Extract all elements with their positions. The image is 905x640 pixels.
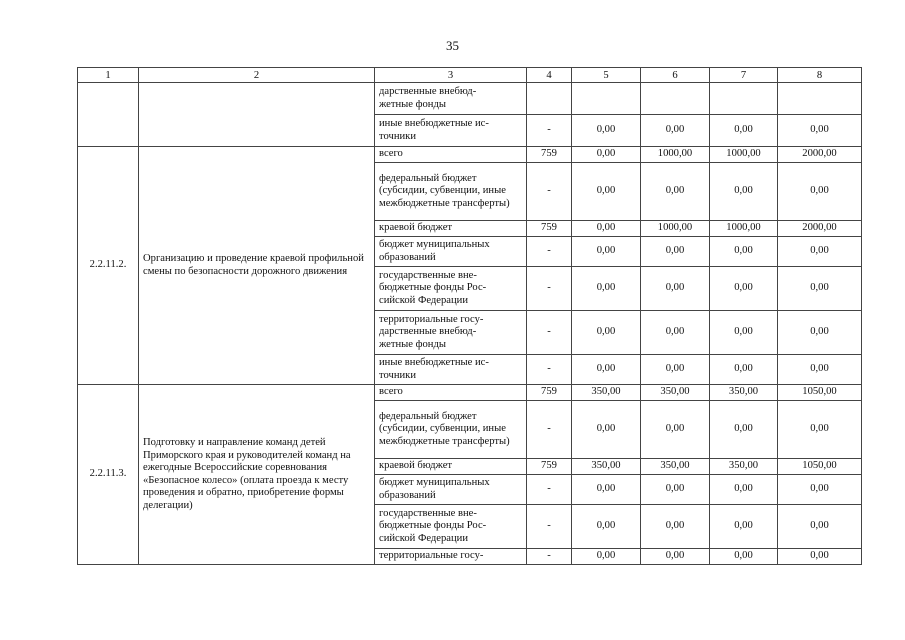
amount-cell: 0,00 bbox=[778, 237, 862, 267]
source-cell: всего bbox=[375, 147, 527, 163]
amount-cell: 1000,00 bbox=[641, 221, 710, 237]
amount-cell bbox=[572, 83, 641, 115]
amount-cell: 0,00 bbox=[641, 115, 710, 147]
column-header: 6 bbox=[641, 68, 710, 83]
amount-cell: 0,00 bbox=[778, 355, 862, 385]
amount-cell: 0,00 bbox=[572, 401, 641, 459]
amount-cell bbox=[710, 83, 778, 115]
source-cell: краевой бюджет bbox=[375, 459, 527, 475]
column-header: 3 bbox=[375, 68, 527, 83]
budget-table bbox=[77, 67, 862, 565]
source-cell: дарственные внебюд- жетные фонды bbox=[375, 83, 527, 115]
amount-cell: 1000,00 bbox=[710, 147, 778, 163]
amount-cell: 0,00 bbox=[641, 163, 710, 221]
amount-cell: 0,00 bbox=[778, 401, 862, 459]
subdivision-cell: 759 bbox=[527, 459, 572, 475]
amount-cell: 0,00 bbox=[641, 549, 710, 565]
subdivision-cell: 759 bbox=[527, 385, 572, 401]
column-header: 5 bbox=[572, 68, 641, 83]
amount-cell: 0,00 bbox=[641, 355, 710, 385]
source-cell: территориальные госу- дарственные внебюд- жетные фонды bbox=[375, 311, 527, 355]
source-cell: государственные вне- бюджетные фонды Рос- сийской Федерации bbox=[375, 267, 527, 311]
amount-cell: 0,00 bbox=[778, 163, 862, 221]
amount-cell: 0,00 bbox=[710, 311, 778, 355]
amount-cell: 1000,00 bbox=[641, 147, 710, 163]
amount-cell: 0,00 bbox=[778, 267, 862, 311]
subdivision-cell: - bbox=[527, 115, 572, 147]
amount-cell: 0,00 bbox=[641, 237, 710, 267]
amount-cell: 0,00 bbox=[641, 475, 710, 505]
source-cell: иные внебюджетные ис- точники bbox=[375, 355, 527, 385]
table-row bbox=[78, 83, 862, 115]
amount-cell: 350,00 bbox=[572, 459, 641, 475]
subdivision-cell: - bbox=[527, 475, 572, 505]
amount-cell: 0,00 bbox=[641, 505, 710, 549]
header-row bbox=[78, 68, 862, 83]
item-code: 2.2.11.2. bbox=[78, 147, 139, 385]
name-cell bbox=[139, 83, 375, 147]
table-row bbox=[78, 147, 862, 163]
subdivision-cell: - bbox=[527, 267, 572, 311]
amount-cell: 0,00 bbox=[572, 221, 641, 237]
amount-cell: 0,00 bbox=[572, 115, 641, 147]
subdivision-cell: - bbox=[527, 401, 572, 459]
amount-cell: 350,00 bbox=[710, 459, 778, 475]
amount-cell: 0,00 bbox=[710, 163, 778, 221]
amount-cell: 0,00 bbox=[710, 267, 778, 311]
item-name: Организацию и проведение краевой профильной смены по безопасности дорожного движения bbox=[139, 147, 375, 385]
column-header: 8 bbox=[778, 68, 862, 83]
column-header: 4 bbox=[527, 68, 572, 83]
amount-cell: 1050,00 bbox=[778, 385, 862, 401]
amount-cell: 0,00 bbox=[641, 401, 710, 459]
amount-cell: 0,00 bbox=[710, 505, 778, 549]
amount-cell: 0,00 bbox=[710, 475, 778, 505]
subdivision-cell: - bbox=[527, 311, 572, 355]
source-cell: федеральный бюджет (субсидии, субвенции, иные межбюджетные трансферты) bbox=[375, 401, 527, 459]
amount-cell: 0,00 bbox=[710, 549, 778, 565]
source-cell: территориальные госу- bbox=[375, 549, 527, 565]
source-cell: иные внебюджетные ис- точники bbox=[375, 115, 527, 147]
source-cell: федеральный бюджет (субсидии, субвенции, иные межбюджетные трансферты) bbox=[375, 163, 527, 221]
amount-cell: 0,00 bbox=[641, 267, 710, 311]
code-cell bbox=[78, 83, 139, 147]
source-cell: бюджет муниципальных образований bbox=[375, 475, 527, 505]
source-cell: государственные вне- бюджетные фонды Рос- сийской Федерации bbox=[375, 505, 527, 549]
subdivision-cell bbox=[527, 83, 572, 115]
amount-cell: 0,00 bbox=[710, 237, 778, 267]
amount-cell: 0,00 bbox=[572, 311, 641, 355]
amount-cell: 0,00 bbox=[778, 505, 862, 549]
subdivision-cell: - bbox=[527, 163, 572, 221]
amount-cell: 350,00 bbox=[641, 385, 710, 401]
page-number: 35 bbox=[446, 38, 459, 53]
amount-cell: 0,00 bbox=[572, 505, 641, 549]
amount-cell bbox=[778, 83, 862, 115]
amount-cell: 0,00 bbox=[641, 311, 710, 355]
amount-cell: 0,00 bbox=[572, 163, 641, 221]
subdivision-cell: - bbox=[527, 549, 572, 565]
column-header: 7 bbox=[710, 68, 778, 83]
amount-cell: 0,00 bbox=[572, 475, 641, 505]
amount-cell: 0,00 bbox=[572, 267, 641, 311]
amount-cell: 1050,00 bbox=[778, 459, 862, 475]
amount-cell bbox=[641, 83, 710, 115]
subdivision-cell: 759 bbox=[527, 221, 572, 237]
amount-cell: 350,00 bbox=[572, 385, 641, 401]
amount-cell: 0,00 bbox=[778, 115, 862, 147]
subdivision-cell: - bbox=[527, 355, 572, 385]
item-name: Подготовку и направление команд детей Приморского края и руководителей команд на ежегодные Всероссийские соревнования «Безопасное колесо» (оплата проезда к месту проведения и обратно, приобретение формы делегации) bbox=[139, 385, 375, 565]
amount-cell: 0,00 bbox=[710, 401, 778, 459]
subdivision-cell: - bbox=[527, 505, 572, 549]
amount-cell: 0,00 bbox=[778, 549, 862, 565]
amount-cell: 0,00 bbox=[572, 549, 641, 565]
amount-cell: 2000,00 bbox=[778, 221, 862, 237]
amount-cell: 350,00 bbox=[641, 459, 710, 475]
amount-cell: 0,00 bbox=[710, 115, 778, 147]
item-code: 2.2.11.3. bbox=[78, 385, 139, 565]
amount-cell: 0,00 bbox=[572, 147, 641, 163]
amount-cell: 350,00 bbox=[710, 385, 778, 401]
amount-cell: 0,00 bbox=[572, 355, 641, 385]
table-row bbox=[78, 385, 862, 401]
amount-cell: 0,00 bbox=[572, 237, 641, 267]
subdivision-cell: - bbox=[527, 237, 572, 267]
column-header: 1 bbox=[78, 68, 139, 83]
amount-cell: 0,00 bbox=[778, 475, 862, 505]
subdivision-cell: 759 bbox=[527, 147, 572, 163]
source-cell: всего bbox=[375, 385, 527, 401]
source-cell: бюджет муниципальных образований bbox=[375, 237, 527, 267]
column-header: 2 bbox=[139, 68, 375, 83]
amount-cell: 1000,00 bbox=[710, 221, 778, 237]
source-cell: краевой бюджет bbox=[375, 221, 527, 237]
amount-cell: 2000,00 bbox=[778, 147, 862, 163]
amount-cell: 0,00 bbox=[710, 355, 778, 385]
amount-cell: 0,00 bbox=[778, 311, 862, 355]
